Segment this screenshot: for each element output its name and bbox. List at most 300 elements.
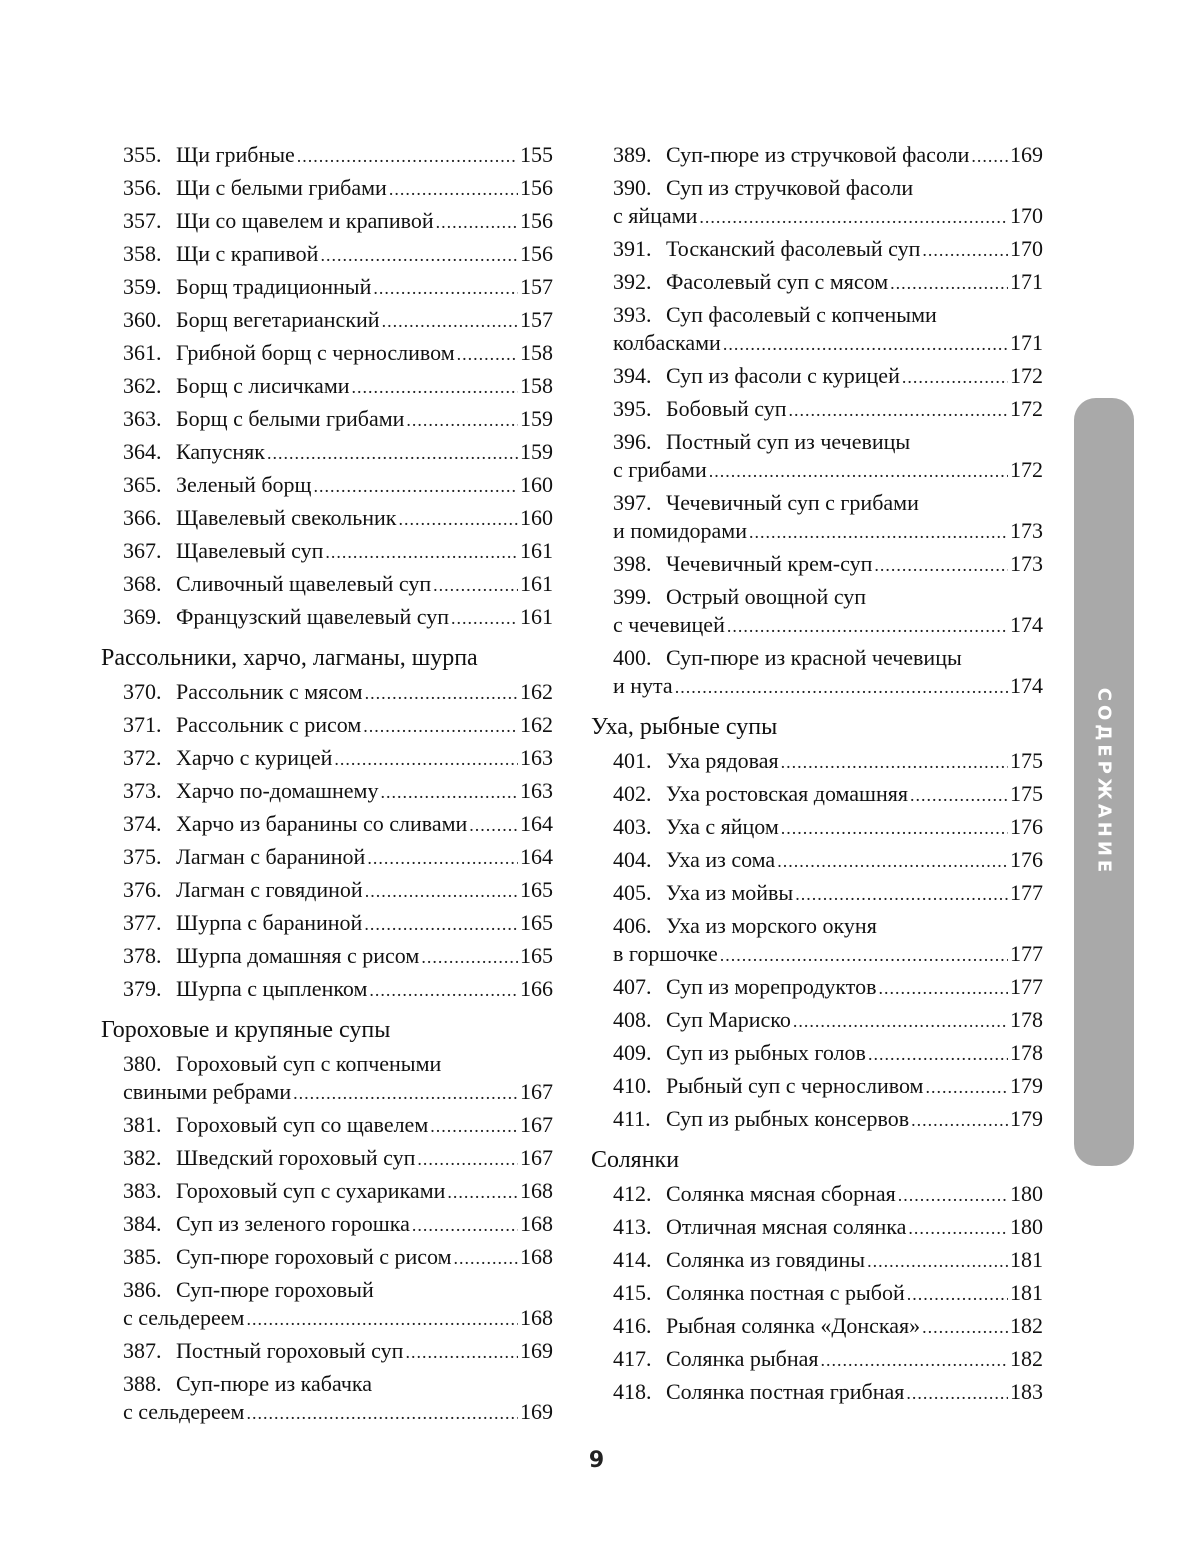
dot-leader [421,943,518,971]
page-ref: 161 [520,571,553,596]
toc-entry-line [123,942,553,970]
page-ref: 177 [1010,974,1043,999]
toc-entry [101,504,553,537]
recipe-title: Гороховый суп с сухариками [176,1178,446,1203]
dot-leader [925,1073,1008,1101]
toc-entry [101,174,553,207]
page-number: 9 [588,1448,605,1473]
recipe-title: Зеленый борщ [176,472,312,497]
dot-leader [727,612,1008,640]
dot-leader [365,877,518,905]
recipe-number: 399. [613,584,652,609]
toc-entry-line [123,273,553,301]
toc-entry [591,1006,1043,1039]
recipe-title: Французский щавелевый суп [176,604,450,629]
toc-entry [101,405,553,438]
dot-leader [246,1399,518,1427]
recipe-number: 412. [613,1181,652,1206]
page-ref: 160 [520,472,553,497]
recipe-title: и нута [613,673,673,698]
recipe-title: Суп из рыбных голов [666,1040,866,1065]
page-ref: 167 [520,1145,553,1170]
page-ref: 172 [1010,457,1043,482]
toc-entry [591,912,1043,973]
toc-entry [591,235,1043,268]
toc-entry-line [123,876,553,904]
toc-entry-line [613,301,1043,329]
dot-leader [352,373,518,401]
recipe-title: Уха рядовая [666,748,779,773]
recipe-title: Суп Мариско [666,1007,791,1032]
toc-entry [101,537,553,570]
recipe-title: Щи со щавелем и крапивой [176,208,434,233]
toc-entry [101,570,553,603]
dot-leader [380,778,518,806]
recipe-number: 395. [613,396,652,421]
page-ref: 176 [1010,847,1043,872]
recipe-title: Чечевичный суп с грибами [666,490,919,515]
recipe-title: Суп-пюре из красной чечевицы [666,645,962,670]
dot-leader [781,748,1008,776]
recipe-title: Рассольник с рисом [176,712,362,737]
page-ref: 162 [520,712,553,737]
toc-entry [101,1243,553,1276]
page-ref: 177 [1010,880,1043,905]
toc-entry-line [613,489,1043,517]
page-ref: 157 [520,307,553,332]
toc-entry [591,644,1043,705]
toc-entry [591,1180,1043,1213]
toc-entry-line [613,1246,1043,1274]
toc-entry-line [123,1078,553,1106]
toc-entry-line [613,940,1043,968]
recipe-title: Шурпа с цыпленком [176,976,368,1001]
toc-entry [101,306,553,339]
toc-entry-line [613,780,1043,808]
page-ref: 181 [1010,1247,1043,1272]
recipe-number: 393. [613,302,652,327]
page-ref: 182 [1010,1313,1043,1338]
recipe-title: Суп из морепродуктов [666,974,877,999]
toc-entry-line [123,1210,553,1238]
recipe-number: 416. [613,1313,652,1338]
page-ref: 163 [520,745,553,770]
dot-leader [675,673,1008,701]
toc-column-left [101,141,553,1431]
recipe-number: 381. [123,1112,162,1137]
toc-entry-line [613,1213,1043,1241]
toc-entry [101,975,553,1008]
toc-entry [101,273,553,306]
recipe-title: с сельдереем [123,1399,245,1424]
dot-leader [267,439,518,467]
recipe-title: Борщ с лисичками [176,373,350,398]
toc-entry [591,362,1043,395]
recipe-number: 409. [613,1040,652,1065]
page-ref: 174 [1010,612,1043,637]
recipe-title: Харчо по-домашнему [176,778,379,803]
recipe-number: 371. [123,712,162,737]
recipe-number: 366. [123,505,162,530]
page-ref: 167 [520,1079,553,1104]
recipe-title: Суп фасолевый с копчеными [666,302,937,327]
toc-entry-line [123,975,553,1003]
page-ref: 171 [1010,330,1043,355]
recipe-title: Уха с яйцом [666,814,779,839]
page-ref: 157 [520,274,553,299]
page-ref: 165 [520,910,553,935]
recipe-title: Шведский гороховый суп [176,1145,416,1170]
recipe-number: 355. [123,142,162,167]
dot-leader [398,505,518,533]
recipe-title: Щи с белыми грибами [176,175,387,200]
page-ref: 168 [520,1305,553,1330]
dot-leader [297,142,518,170]
page-ref: 172 [1010,363,1043,388]
recipe-title: Шурпа с бараниной [176,910,363,935]
toc-entry-line [123,1276,553,1304]
toc-entry [591,846,1043,879]
page-ref: 179 [1010,1073,1043,1098]
side-tab-label: СОДЕРЖАНИЕ [1093,687,1115,877]
recipe-number: 356. [123,175,162,200]
dot-leader [709,457,1008,485]
recipe-number: 370. [123,679,162,704]
recipe-number: 385. [123,1244,162,1269]
recipe-title: Лагман с говядиной [176,877,363,902]
recipe-title: Отличная мясная солянка [666,1214,907,1239]
recipe-number: 414. [613,1247,652,1272]
recipe-title: Постный суп из чечевицы [666,429,911,454]
recipe-number: 394. [613,363,652,388]
dot-leader [364,910,518,938]
dot-leader [382,307,518,335]
toc-entry-line [613,456,1043,484]
toc-entry-line [613,362,1043,390]
page-ref: 175 [1010,748,1043,773]
recipe-number: 382. [123,1145,162,1170]
recipe-title: Суп-пюре из стручковой фасоли [666,142,970,167]
dot-leader [469,811,518,839]
toc-entry [591,489,1043,550]
page-ref: 166 [520,976,553,1001]
dot-leader [454,1244,518,1272]
recipe-title: с сельдереем [123,1305,245,1330]
recipe-title: Суп из фасоли с курицей [666,363,900,388]
recipe-number: 408. [613,1007,652,1032]
toc-entry [591,1345,1043,1378]
recipe-title: Рассольник с мясом [176,679,363,704]
dot-leader [868,1040,1008,1068]
toc-entry-line [123,603,553,631]
toc-entry [101,240,553,273]
dot-leader [405,1338,518,1366]
dot-leader [910,781,1008,809]
toc-entry-line [123,207,553,235]
toc-entry-line [613,1180,1043,1208]
recipe-number: 402. [613,781,652,806]
dot-leader [867,1247,1008,1275]
toc-entry-line [613,395,1043,423]
page-ref: 175 [1010,781,1043,806]
recipe-number: 384. [123,1211,162,1236]
dot-leader [367,844,518,872]
recipe-title: с чечевицей [613,612,725,637]
dot-leader [447,1178,518,1206]
toc-entry-line [123,1243,553,1271]
dot-leader [406,406,518,434]
dot-leader [320,241,518,269]
toc-entry-line [613,235,1043,263]
recipe-title: Уха ростовская домашняя [666,781,909,806]
page-ref: 164 [520,811,553,836]
recipe-title: Сливочный щавелевый суп [176,571,432,596]
recipe-title: свиными ребрами [123,1079,292,1104]
dot-leader [430,1112,518,1140]
toc-entry-line [123,405,553,433]
recipe-title: и помидорами [613,518,747,543]
toc-entry [591,583,1043,644]
recipe-title: Лагман с бараниной [176,844,366,869]
toc-entry-line [613,611,1043,639]
recipe-number: 405. [613,880,652,905]
toc-entry-line [123,711,553,739]
recipe-number: 378. [123,943,162,968]
recipe-title: Рыбная солянка «Донская» [666,1313,921,1338]
recipe-number: 369. [123,604,162,629]
toc-entry-line [613,846,1043,874]
recipe-title: Солянка рыбная [666,1346,819,1371]
toc-entry-line [123,909,553,937]
toc-entry [101,339,553,372]
recipe-title: Чечевичный крем-суп [666,551,873,576]
recipe-number: 362. [123,373,162,398]
dot-leader [436,208,518,236]
toc-entry [591,1312,1043,1345]
dot-leader [457,340,518,368]
toc-entry [591,301,1043,362]
page-ref: 155 [520,142,553,167]
recipe-title: Тосканский фасолевый суп [666,236,921,261]
dot-leader [363,712,518,740]
page-ref: 173 [1010,518,1043,543]
dot-leader [246,1305,518,1333]
page-ref: 156 [520,208,553,233]
toc-entry-line [613,329,1043,357]
recipe-title: Солянка мясная сборная [666,1181,896,1206]
page-ref: 178 [1010,1007,1043,1032]
dot-leader [412,1211,518,1239]
recipe-number: 372. [123,745,162,770]
toc-entry-line [123,1337,553,1365]
page-ref: 163 [520,778,553,803]
toc-entry [101,711,553,744]
toc-entry-line [613,1072,1043,1100]
recipe-number: 361. [123,340,162,365]
toc-entry-line [123,744,553,772]
recipe-number: 418. [613,1379,652,1404]
page-ref: 179 [1010,1106,1043,1131]
toc-entry-line [123,504,553,532]
toc-entry [101,1337,553,1370]
page-ref: 170 [1010,203,1043,228]
page-ref: 161 [520,538,553,563]
page-ref: 169 [1010,142,1043,167]
toc-entry [101,1111,553,1144]
toc-entry-line [613,1345,1043,1373]
recipe-number: 401. [613,748,652,773]
toc-entry-line [123,372,553,400]
recipe-title: Щавелевый свекольник [176,505,397,530]
page-ref: 177 [1010,941,1043,966]
toc-entry-line [613,1006,1043,1034]
page-ref: 182 [1010,1346,1043,1371]
toc-entry [591,1246,1043,1279]
recipe-number: 397. [613,490,652,515]
toc-entry-line [123,438,553,466]
toc-entry-line [613,1378,1043,1406]
recipe-number: 383. [123,1178,162,1203]
recipe-number: 386. [123,1277,162,1302]
page-ref: 171 [1010,269,1043,294]
toc-entry [101,942,553,975]
page-ref: 173 [1010,551,1043,576]
recipe-title: в горшочке [613,941,718,966]
recipe-title: Щавелевый суп [176,538,324,563]
toc-column-right [591,141,1043,1411]
dot-leader [720,941,1008,969]
recipe-number: 390. [613,175,652,200]
dot-leader [314,472,519,500]
toc-entry-line [123,1111,553,1139]
toc-entry [101,678,553,711]
recipe-title: Бобовый суп [666,396,787,421]
toc-entry [591,813,1043,846]
recipe-title: Острый овощной суп [666,584,867,609]
dot-leader [879,974,1009,1002]
toc-entry [591,174,1043,235]
toc-entry [591,747,1043,780]
toc-entry [101,1276,553,1337]
section-heading: Рассольники, харчо, лагманы, шурпа [101,645,478,671]
recipe-number: 391. [613,236,652,261]
recipe-title: Харчо из баранины со сливами [176,811,468,836]
section-heading: Солянки [591,1147,680,1173]
toc-entry [101,207,553,240]
recipe-number: 360. [123,307,162,332]
toc-entry [591,268,1043,301]
toc-entry-line [613,644,1043,672]
recipe-number: 377. [123,910,162,935]
dot-leader [874,551,1008,579]
dot-leader [907,1280,1008,1308]
page-ref: 165 [520,877,553,902]
recipe-title: Грибной борщ с черносливом [176,340,455,365]
dot-leader [723,330,1008,358]
toc-entry-line [613,202,1043,230]
recipe-number: 410. [613,1073,652,1098]
dot-leader [902,363,1008,391]
section-heading: Гороховые и крупяные супы [101,1017,391,1043]
page-ref: 156 [520,241,553,266]
recipe-number: 374. [123,811,162,836]
toc-entry [101,372,553,405]
recipe-title: Суп из зеленого горошка [176,1211,410,1236]
page-ref: 180 [1010,1214,1043,1239]
toc-entry-line [613,1312,1043,1340]
toc-entry [101,843,553,876]
page-ref: 183 [1010,1379,1043,1404]
toc-entry [101,1050,553,1111]
toc-entry-line [613,1039,1043,1067]
recipe-number: 363. [123,406,162,431]
recipe-title: Солянка из говядины [666,1247,866,1272]
dot-leader [777,847,1008,875]
toc-entry-line [613,1105,1043,1133]
dot-leader [898,1181,1008,1209]
recipe-title: Суп из рыбных консервов [666,1106,910,1131]
dot-leader [795,880,1008,908]
recipe-title: Уха из морского окуня [666,913,877,938]
toc-entry-line [613,973,1043,1001]
recipe-title: Суп-пюре гороховый [176,1277,374,1302]
recipe-number: 358. [123,241,162,266]
toc-entry-line [123,678,553,706]
toc-entry [591,780,1043,813]
recipe-number: 404. [613,847,652,872]
toc-entry-line [613,550,1043,578]
recipe-number: 367. [123,538,162,563]
recipe-title: с грибами [613,457,707,482]
toc-entry [591,550,1043,583]
toc-entry [591,428,1043,489]
toc-entry [101,876,553,909]
page-ref: 167 [520,1112,553,1137]
recipe-number: 373. [123,778,162,803]
recipe-number: 415. [613,1280,652,1305]
page-ref: 168 [520,1178,553,1203]
dot-leader [699,203,1008,231]
dot-leader [417,1145,518,1173]
dot-leader [373,274,518,302]
section-heading: Уха, рыбные супы [591,714,778,740]
toc-entry [101,1177,553,1210]
toc-entry [101,1144,553,1177]
page-ref: 170 [1010,236,1043,261]
recipe-title: Уха из сома [666,847,776,872]
dot-leader [911,1106,1008,1134]
recipe-number: 398. [613,551,652,576]
recipe-number: 388. [123,1371,162,1396]
toc-entry [101,810,553,843]
page-ref: 159 [520,406,553,431]
toc-entry-line [613,813,1043,841]
dot-leader [793,1007,1008,1035]
toc-entry [101,603,553,636]
toc-entry [101,438,553,471]
toc-entry-line [123,306,553,334]
toc-entry [591,1072,1043,1105]
dot-leader [293,1079,518,1107]
page-ref: 164 [520,844,553,869]
recipe-title: Гороховый суп с копчеными [176,1051,442,1076]
recipe-number: 396. [613,429,652,454]
toc-entry-line [123,537,553,565]
toc-entry-line [123,843,553,871]
dot-leader [389,175,518,203]
page-ref: 159 [520,439,553,464]
dot-leader [369,976,518,1004]
